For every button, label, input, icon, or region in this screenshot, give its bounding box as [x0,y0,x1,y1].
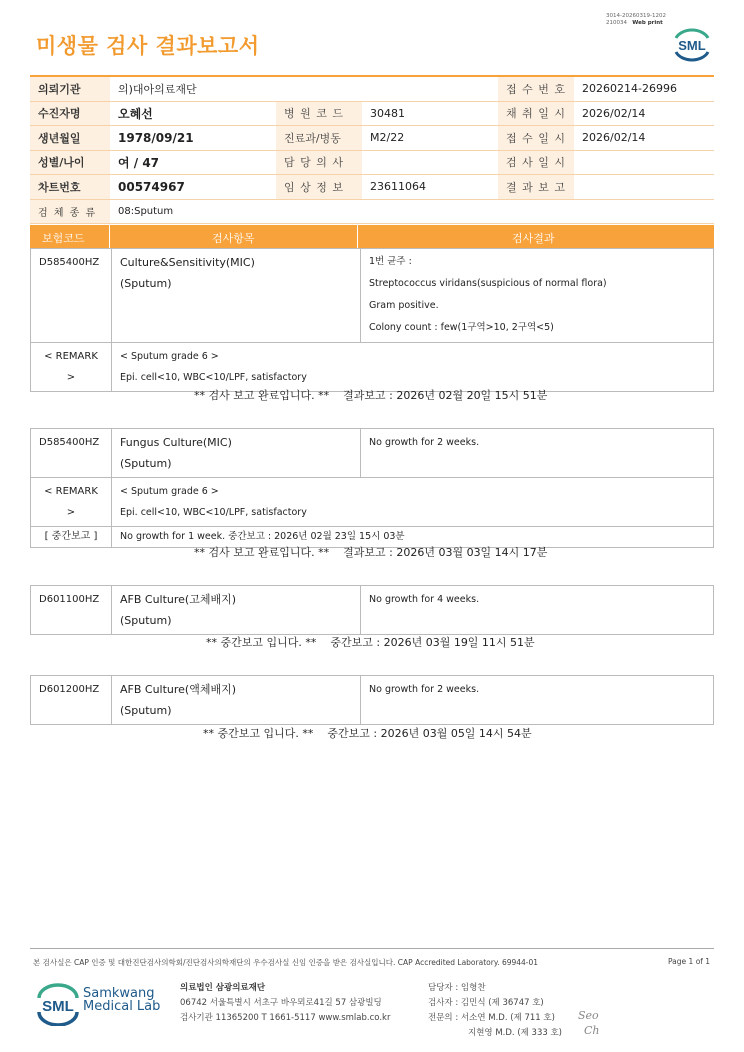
document-id [606,13,666,27]
receipt-date-label: 접 수 일 시 [498,126,574,151]
remark-line: Epi. cell<10, WBC<10/LPF, satisfactory [120,372,307,383]
collect-date-label: 채 취 일 시 [498,101,574,126]
requester-label: 의뢰기관 [30,76,110,101]
receipt-date-value: 2026/02/14 [574,126,714,151]
chart-value: 00574967 [110,175,276,200]
requester-value: 의)대아의료재단 [110,76,498,101]
dob-label: 생년월일 [30,126,110,151]
test-code: D601100HZ [31,586,112,635]
org-phone: 검사기관 11365200 T 1661-5117 www.smlab.co.kr [180,1013,391,1023]
specimen-value: 08:Sputum [110,199,714,224]
brand-name [83,987,160,1013]
report-title: 미생물 검사 결과보고서 [36,34,260,58]
receipt-no-label: 접 수 번 호 [498,76,574,101]
test-item: AFB Culture(액체배지) [120,683,237,696]
result-line: Streptococcus viridans(suspicious of normal flora) [369,278,607,289]
result-line: No growth for 2 weeks. [361,429,714,478]
patient-label: 수진자명 [30,101,110,126]
staff-tester: 검사자 : 김민식 (제 36747 호) [428,998,544,1008]
clinical-value: 23611064 [362,175,498,200]
remark-label: < REMARK > [31,343,112,392]
dept-label: 진료과/병동 [276,126,362,151]
footer-divider [30,948,714,949]
test-specimen: (Sputum) [120,457,172,470]
status-line-3 [206,634,535,650]
remark-line: < Sputum grade 6 > [120,351,219,362]
report-label: 결 과 보 고 [498,175,574,200]
test-item: AFB Culture(고체배지) [120,593,237,606]
status-line-4 [203,725,532,741]
staff-manager: 담당자 : 임형찬 [428,983,486,993]
page-number: Page 1 of 1 [668,957,711,966]
chart-label: 차트번호 [30,175,110,200]
report-status: ** 검사 보고 완료입니다. ** [194,389,330,402]
report-time: 결과보고 : 2026년 02월 20일 15시 51분 [343,389,548,402]
remark-label: < REMARK > [31,478,112,527]
report-time: 중간보고 : 2026년 03월 19일 11시 51분 [330,636,535,649]
test-specimen: (Sputum) [120,704,172,717]
results-header [30,225,714,248]
header-item: 검사항목 [212,232,255,245]
hospital-code-value: 30481 [362,101,498,126]
report-status: ** 중간보고 입니다. ** [206,636,317,649]
dob-value: 1978/09/21 [110,126,276,151]
org-name: 의료법인 삼광의료재단 [180,983,266,993]
dept-value: M2/22 [362,126,498,151]
brand-line1: Samkwang [83,986,155,1001]
header-code: 보험코드 [42,232,85,245]
signature-1: Seo [578,1009,599,1022]
test-specimen: (Sputum) [120,277,172,290]
doctor-label: 담 당 의 사 [276,150,362,175]
test-date-value [574,150,714,175]
org-address: 06742 서울특별시 서초구 바우뫼로41길 57 삼광빌딩 [180,998,382,1008]
test-code: D585400HZ [31,249,112,343]
test-specimen: (Sputum) [120,614,172,627]
doc-id-line1: 3014-20260319-1202 [606,13,666,19]
test-code: D585400HZ [31,429,112,478]
result-block-2 [30,428,714,548]
hospital-code-label: 병 원 코 드 [276,101,362,126]
result-line: No growth for 4 weeks. [361,586,714,635]
test-date-label: 검 사 일 시 [498,150,574,175]
doctor-value [362,150,498,175]
patient-value: 오혜선 [110,101,276,126]
logo-text: SML [42,998,74,1015]
status-line-1 [194,387,547,403]
report-status: ** 중간보고 입니다. ** [203,727,314,740]
result-line: Colony count : few(1구역>10, 2구역<5) [369,322,554,333]
sex-age-value: 여 / 47 [110,150,276,175]
specimen-label: 검 체 종 류 [30,199,110,224]
interim-text: No growth for 1 week. 중간보고 : 2026년 02월 23일 15시 03분 [112,527,714,548]
test-item: Culture&Sensitivity(MIC) [120,256,255,269]
sml-footer-logo-icon [36,982,80,1030]
remark-line: < Sputum grade 6 > [120,486,219,497]
result-line: No growth for 2 weeks. [361,676,714,725]
status-line-2 [194,544,547,560]
staff-specialist-1: 전문의 : 서소연 M.D. (제 711 호) [428,1013,555,1023]
sex-age-label: 성별/나이 [30,150,110,175]
result-block-3 [30,585,714,635]
report-value [574,175,714,200]
signature-2: Ch [584,1024,600,1037]
receipt-no-value: 20260214-26996 [574,76,714,101]
patient-info-table [30,75,714,224]
web-print-label: Web print [632,20,663,26]
result-line: 1번 균주 : [369,256,412,267]
report-time: 결과보고 : 2026년 03월 03일 14시 17분 [343,546,548,559]
collect-date-value: 2026/02/14 [574,101,714,126]
report-status: ** 검사 보고 완료입니다. ** [194,546,330,559]
doc-id-line2: 210034 [606,20,627,26]
brand-line2: Medical Lab [83,999,161,1014]
report-time: 중간보고 : 2026년 03월 05일 14시 54분 [327,727,532,740]
staff-specialist-2: 지현영 M.D. (제 333 호) [468,1028,563,1038]
logo-text: SML [678,38,706,53]
sml-logo-icon [672,28,712,66]
remark-line: Epi. cell<10, WBC<10/LPF, satisfactory [120,507,307,518]
test-code: D601200HZ [31,676,112,725]
result-line: Gram positive. [369,300,439,311]
header-result: 검사결과 [512,232,555,245]
interim-label: [ 중간보고 ] [31,527,112,548]
test-item: Fungus Culture(MIC) [120,436,232,449]
certification-text: 본 검사실은 CAP 인증 및 대한진단검사의학회/진단검사의학재단의 우수검사실 신임 인증을 받은 검사실입니다. CAP Accredited Laboratory. 69944-01 [33,958,539,967]
clinical-label: 임 상 정 보 [276,175,362,200]
result-block-4 [30,675,714,725]
result-block-1 [30,248,714,392]
